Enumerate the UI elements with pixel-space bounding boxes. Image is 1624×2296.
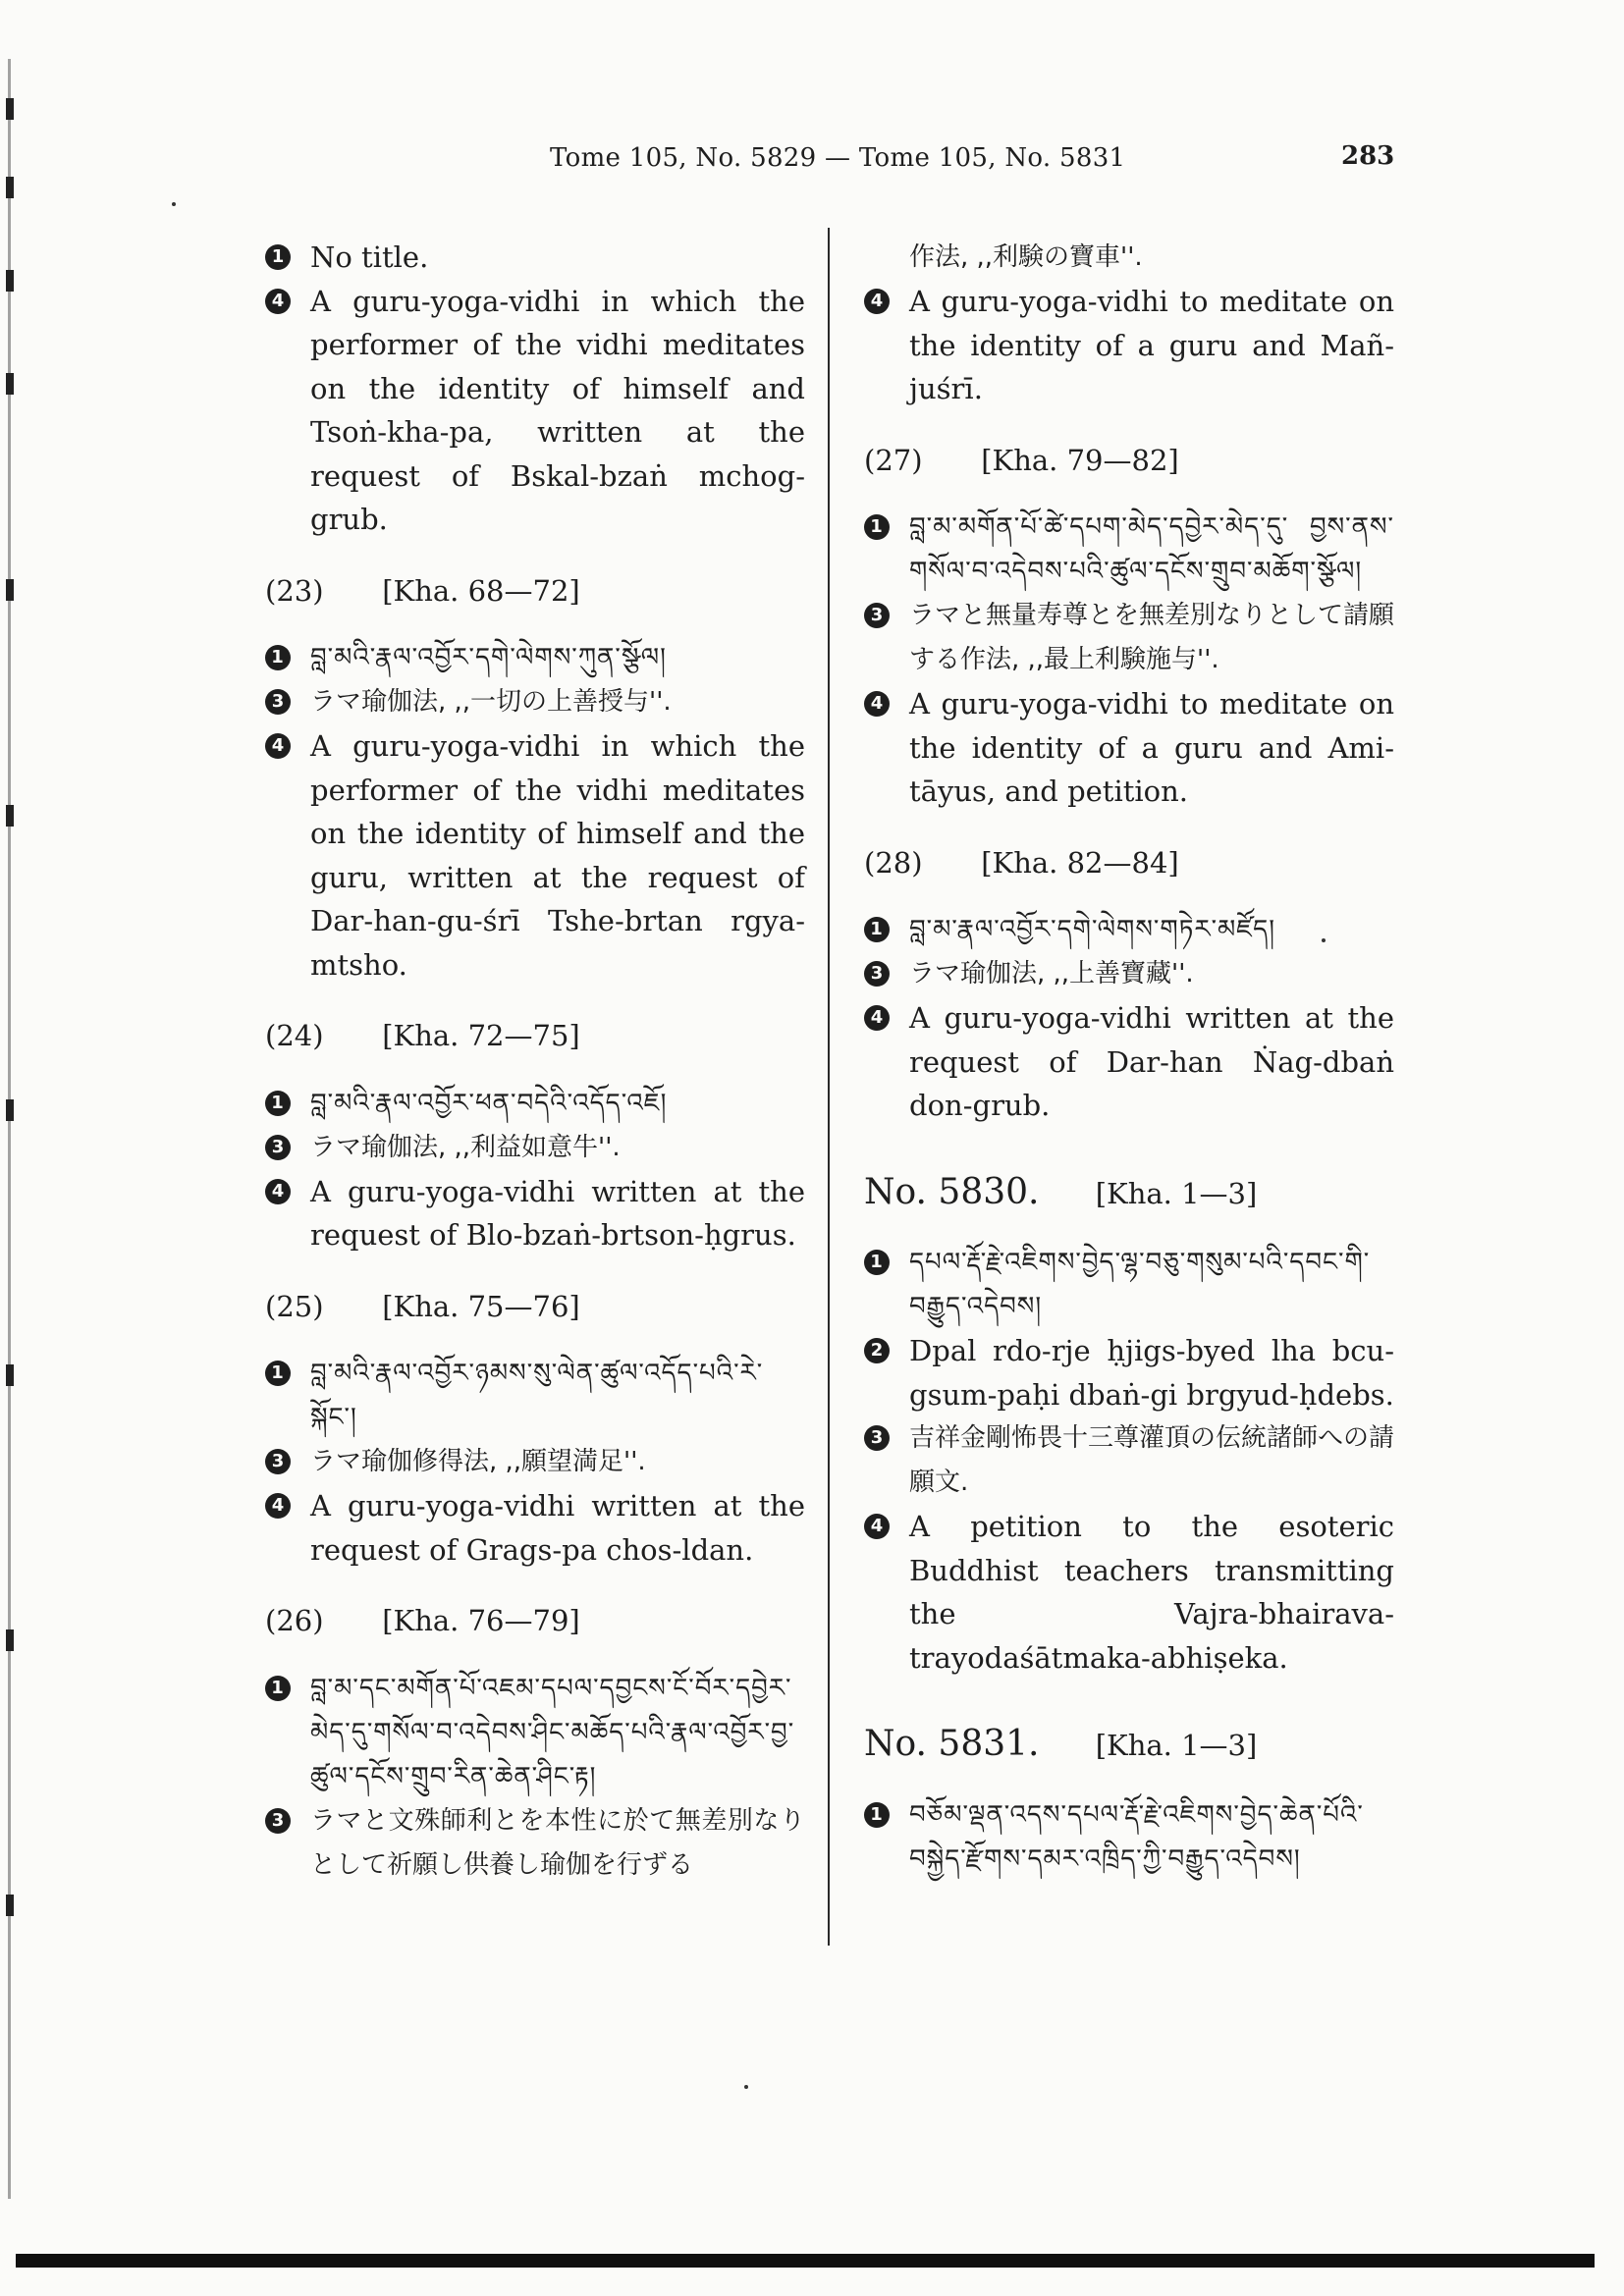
entry-english — [265, 280, 805, 542]
page-number: 283 — [1341, 141, 1395, 171]
circled-number-marker: 1 — [265, 645, 291, 670]
circled-number-marker: 3 — [265, 1135, 291, 1160]
entry-japanese — [864, 594, 1394, 682]
entry-text: ラマ瑜伽法, ,,一切の上善授与''. — [310, 687, 672, 717]
section-ref: [Kha. 79—82] — [981, 443, 1179, 477]
scan-speck — [172, 202, 176, 206]
entry-text: བླ་མའི་རྣལ་འབྱོར་ཕན་བདེའི་འདོད་འཇོ། — [310, 1088, 668, 1118]
entry-english — [864, 682, 1394, 814]
edge-mark — [6, 98, 14, 120]
entry-text: བླ་མ་རྣལ་འབྱོར་དགེ་ལེགས་གཏེར་མཛོད། — [909, 915, 1275, 944]
entry-text: A guru-yoga-vidhi written at the request of Grags-pa chos-ldan. — [310, 1489, 805, 1567]
entry-tibetan — [864, 506, 1394, 594]
entry-english — [265, 724, 805, 987]
circled-number-marker: 3 — [864, 603, 890, 628]
scan-speck — [1322, 938, 1326, 942]
edge-mark — [6, 1364, 14, 1386]
entry-text: ラマ瑜伽法, ,,利益如意牛''. — [310, 1132, 621, 1162]
section-heading-25 — [265, 1285, 805, 1329]
edge-mark — [6, 270, 14, 292]
column-divider — [828, 228, 830, 1946]
entry-text: A guru-yoga-vidhi in which the performer of the vidhi meditates on the identity of himself and Tsoṅ-kha-pa, written at the request of Bskal-bzaṅ mchog-grub. — [310, 284, 805, 536]
circled-number-marker: 4 — [864, 289, 890, 314]
entry-tibetan — [265, 636, 805, 680]
running-header: Tome 105, No. 5829 — Tome 105, No. 5831 — [550, 143, 1126, 173]
section-ref: [Kha. 82—84] — [981, 845, 1179, 880]
circled-number-marker: 4 — [265, 1179, 291, 1204]
circled-number-marker: 4 — [864, 1005, 890, 1031]
entry-text: A guru-yoga-vidhi written at the request of Blo-bzaṅ-brtson-ḥgrus. — [310, 1174, 805, 1252]
entry-english — [864, 1505, 1394, 1680]
entry-japanese-continued: 作法, ,,利験の寶車''. — [909, 242, 1143, 272]
edge-mark — [6, 579, 14, 601]
entry-tibetan — [265, 1082, 805, 1126]
catalog-number: No. 5831. — [864, 1724, 1040, 1764]
entry-text: A petition to the esoteric Buddhist teachers transmitting the Vajra-bhairava-trayodaśātmaka-abhiṣeka. — [909, 1510, 1394, 1675]
section-number: (23) — [265, 573, 324, 608]
catalog-ref: [Kha. 1—3] — [1095, 1729, 1258, 1762]
section-heading-28 — [864, 841, 1394, 885]
circled-number-marker: 4 — [265, 289, 291, 314]
section-number: (27) — [864, 443, 923, 477]
entry-text: བླ་མའི་རྣལ་འབྱོར་དགེ་ལེགས་ཀུན་སྩོལ། — [310, 643, 667, 672]
entry-text: ラマ瑜伽法, ,,上善寶藏''. — [909, 959, 1194, 988]
entry-text: ラマと無量寿尊とを無差別なりとして請願する作法, ,,最上利験施与''. — [909, 601, 1395, 674]
circled-number-marker: 3 — [265, 1808, 291, 1834]
circled-number-marker: 4 — [864, 1514, 890, 1539]
section-number: (28) — [864, 845, 923, 880]
section-number: (24) — [265, 1019, 324, 1052]
catalog-ref: [Kha. 1—3] — [1095, 1176, 1258, 1210]
circled-number-marker: 1 — [864, 917, 890, 942]
circled-number-marker: 4 — [864, 691, 890, 717]
entry-text: དཔལ་རྡོ་རྗེ་འཇིགས་བྱེད་ལྷ་བཅུ་གསུམ་པའི་དབང་གི་བརྒྱུད་འདེབས། — [909, 1248, 1371, 1321]
entry-tibetan — [265, 1352, 805, 1440]
entry-text: A guru-yoga-vidhi written at the request of Dar-han Ṅag-dbaṅ don-grub. — [909, 1001, 1394, 1122]
entry-english — [864, 280, 1394, 411]
entry-japanese — [265, 680, 805, 724]
circled-number-marker: 4 — [265, 733, 291, 759]
section-number: (26) — [265, 1604, 324, 1637]
edge-mark — [6, 1099, 14, 1121]
entry-romanized — [864, 1329, 1394, 1416]
circled-number-marker: 1 — [265, 1361, 291, 1386]
section-number: (25) — [265, 1289, 324, 1323]
entry-text: A guru-yoga-vidhi to meditate on the identity of a guru and Mañ-juśrī. — [909, 285, 1394, 405]
circled-number-marker: 1 — [864, 514, 890, 540]
circled-number-marker: 3 — [265, 689, 291, 715]
entry-tibetan — [864, 908, 1394, 952]
entry-tibetan — [864, 1241, 1394, 1329]
catalog-number: No. 5830. — [864, 1171, 1040, 1212]
section-ref: [Kha. 76—79] — [382, 1604, 580, 1637]
circled-number-marker: 1 — [864, 1802, 890, 1828]
entry-text: 吉祥金剛怖畏十三尊灌頂の伝統諸師への請願文. — [909, 1423, 1395, 1497]
section-heading-26 — [265, 1599, 805, 1643]
circled-number-marker: 2 — [864, 1338, 890, 1363]
entry-japanese — [864, 1416, 1394, 1505]
catalog-number-5831 — [864, 1723, 1394, 1768]
entry-no-title — [265, 236, 805, 280]
scan-speck — [744, 2085, 748, 2089]
entry-text: བླ་མའི་རྣལ་འབྱོར་ཉམས་སུ་ལེན་ཚུལ་འདོད་པའི་རེ་སྐོང་། — [310, 1359, 764, 1432]
entry-tibetan — [265, 1667, 805, 1799]
entry-japanese — [265, 1126, 805, 1170]
catalog-number-5830 — [864, 1171, 1394, 1216]
circled-number-marker: 1 — [265, 244, 291, 270]
edge-mark — [6, 1629, 14, 1651]
entry-japanese — [265, 1799, 805, 1888]
entry-tibetan — [864, 1793, 1394, 1882]
entry-text: བཅོམ་ལྡན་འདས་དཔལ་རྡོ་རྗེ་འཇིགས་བྱེད་ཆེན་པོའི་བསྐྱེད་རྫོགས་དམར་འཁྲིད་ཀྱི་བརྒྱུད་འདེབས། — [909, 1799, 1364, 1874]
edge-mark — [6, 1895, 14, 1916]
entry-japanese — [864, 952, 1394, 996]
circled-number-marker: 3 — [864, 1425, 890, 1451]
entry-text: Dpal rdo-rje ḥjigs-byed lha bcu-gsum-paḥi dbaṅ-gi brgyud-ḥdebs. — [909, 1334, 1394, 1412]
entry-text: བླ་མ་མགོན་པོ་ཚེ་དཔག་མེད་དབྱེར་མེད་དུ་ བྱས་ནས་གསོལ་བ་འདེབས་པའི་ཚུལ་དངོས་གྲུབ་མཆོག་སྩོལ། — [909, 512, 1394, 586]
circled-number-marker: 4 — [265, 1493, 291, 1519]
section-ref: [Kha. 68—72] — [382, 573, 580, 608]
entry-text: ラマと文殊師利とを本性に於て無差別なりとして祈願し供養し瑜伽を行ずる — [310, 1805, 805, 1880]
circled-number-marker: 1 — [265, 1091, 291, 1116]
circled-number-marker: 3 — [864, 961, 890, 987]
entry-japanese — [265, 1440, 805, 1484]
circled-number-marker: 1 — [265, 1676, 291, 1701]
section-ref: [Kha. 72—75] — [382, 1019, 580, 1052]
section-heading-23 — [265, 569, 805, 614]
bottom-scan-border — [16, 2254, 1595, 2268]
circled-number-marker: 1 — [864, 1250, 890, 1275]
entry-text: བླ་མ་དང་མགོན་པོ་འཇམ་དཔལ་དབྱངས་ངོ་བོར་དབྱེར་མེད་དུ་གསོལ་བ་འདེབས་ཤིང་མཆོད་པའི་རྣལ་འབྱོར་བྱ་ཚུལ་དངོས་གྲུབ་རིན་ཆེན་ཤིང་རྟ། — [310, 1673, 795, 1791]
edge-mark — [6, 177, 14, 198]
entry-text: A guru-yoga-vidhi to meditate on the identity of a guru and Ami-tāyus, and petition. — [909, 687, 1394, 808]
right-column — [864, 236, 1394, 1882]
section-heading-27 — [864, 439, 1394, 483]
entry-english — [265, 1484, 805, 1572]
entry-english — [265, 1170, 805, 1257]
left-column — [265, 236, 805, 1888]
entry-text: No title. — [310, 240, 429, 274]
entry-english — [864, 996, 1394, 1128]
edge-mark — [6, 373, 14, 395]
entry-text: ラマ瑜伽修得法, ,,願望満足''. — [310, 1447, 646, 1476]
entry-text: A guru-yoga-vidhi in which the performer of the vidhi meditates on the identity of himself and the guru, written at the request of Dar-han-gu-śrī Tshe-brtan rgya-mtsho. — [310, 729, 805, 982]
section-ref: [Kha. 75—76] — [382, 1289, 580, 1323]
edge-mark — [6, 805, 14, 827]
circled-number-marker: 3 — [265, 1449, 291, 1474]
section-heading-24 — [265, 1014, 805, 1058]
